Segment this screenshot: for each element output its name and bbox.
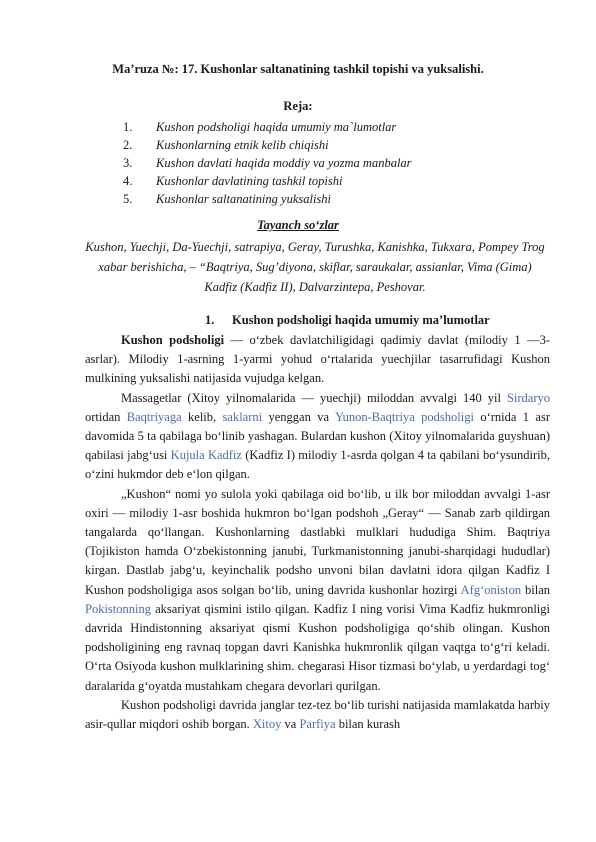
paragraph: „Kushon“ nomi yo sulola yoki qabilaga oid boʻlib, u ilk bor miloddan avvalgi 1-asr oxiri — milodiy 1-asr boshida hukmron boʻlgan podshoh „Geray“ — Sanab zarb qildirgan tangalarda qoʻllangan. Kushonlarning dastlabki mulklari hududiga Shim. Baqtriya (Tojikiston hamda Oʻzbekistonning janubi, Turkmanistonning janubi-sharqidagi hududlar) kirgan. Dastlab jabgʻu, keyinchalik podsho unvoni bilan davlatni idora qilgan Kadfiz I Kushon podsholigiga asos solgan boʻlib, uning davrida kushonlar hozirgi Afgʻoniston bilan Pokistonning aksariyat qismini istilo qilgan. Kadfiz I ning vorisi Vima Kadfiz hukmronligi davrida Hindistonning aksariyat qismi Kushon podsholigiga qoʻshib olingan. Kushon podsholigining eng ravnaq topgan davri Kanishka hukmronlik qilgan vaqtga toʻgʻri keladi. Oʻrta Osiyoda kushon mulklarining shim. chegarasi Hisor tizmasi boʻylab, u yerdardagi togʻ daralarida gʻoyatda mustahkam chegara devorlari qurilgan. <box>85 486 550 693</box>
link-kujula-kadfiz[interactable]: Kujula Kadfiz <box>170 448 242 463</box>
plan-item: 5. Kushonlar saltanatining yuksalishi <box>123 192 332 206</box>
plan-list <box>123 118 543 208</box>
plan-heading: Reja: <box>283 99 313 113</box>
link-xitoy[interactable]: Xitoy <box>252 717 282 732</box>
link-afgoniston[interactable]: Afgʻoniston <box>460 582 522 597</box>
plan-item: 2. Kushonlarning etnik kelib chiqishi <box>123 138 329 152</box>
link-yunon-baqtriya[interactable]: Yunon-Baqtriya podsholigi <box>334 409 474 424</box>
keywords-heading: Tayanch so‘zlar <box>257 218 339 232</box>
plan-item: 3. Kushon davlati haqida moddiy va yozma manbalar <box>123 156 412 170</box>
paragraph: Kushon podsholigi — oʻzbek davlatchiligidagi qadimiy davlat (milodiy 1 —3-asrlar). Milodiy 1-asrning 1-yarmi yohud oʻrtalarida yuechjilar tasarrufidagi Kushon mulkining yuksalishi natijasida vujudga kelgan. <box>85 333 550 386</box>
paragraph: Kushon podsholigi davrida janglar tez-tez boʻlib turishi natijasida mamlakatda harbiy asir-qullar miqdori oshib borgan. Xitoy va Parfiya bilan kurash <box>85 697 550 732</box>
link-parfiya[interactable]: Parfiya <box>299 717 336 732</box>
section-heading: 1. Kushon podsholigi haqida umumiy ma’lumotlar <box>205 313 490 327</box>
link-pokiston[interactable]: Pokistonning <box>85 601 151 616</box>
plan-item: 1. Kushon podsholigi haqida umumiy ma`lumotlar <box>123 120 397 134</box>
link-sirdaryo[interactable]: Sirdaryo <box>506 390 550 405</box>
plan-item: 4. Kushonlar davlatining tashkil topishi <box>123 174 343 188</box>
paragraph: Massagetlar (Xitoy yilnomalarida — yuechji) miloddan avvalgi 140 yil Sirdaryo ortidan Baqtriyaga kelib, saklarni yenggan va Yunon-Baqtriya podsholigi oʻrnida 1 asr davomida 5 ta qabilaga boʻlinib yashagan. Bulardan kushon (Xitoy yilnomalarida guyshuan) qabilasi jabgʻusi Kujula Kadfiz (Kadfiz I) milodiy 1-asrda qolgan 4 ta qabilani boʻysundirib, oʻzini hukmdor deb eʻlon qilgan. <box>85 390 551 482</box>
lecture-title: Ma’ruza №: 17. Kushonlar saltanatining tashkil topishi va yuksalishi. <box>112 62 484 76</box>
keywords-text: Kushon, Yuechji, Da-Yuechji, satrapiya, Geray, Turushka, Kanishka, Tukxara, Pompey Trog xabar berishicha, – “Baqtriya, Sug’diyona, skiflar, saraukalar, assianlar, Vima (Gima) Kadfiz (Kadfiz II), Dalvarzintepa, Peshovar. <box>85 240 545 294</box>
body-text <box>85 331 550 734</box>
link-baqtriya[interactable]: Baqtriyaga <box>126 409 182 424</box>
link-saklar[interactable]: saklarni <box>222 409 263 424</box>
